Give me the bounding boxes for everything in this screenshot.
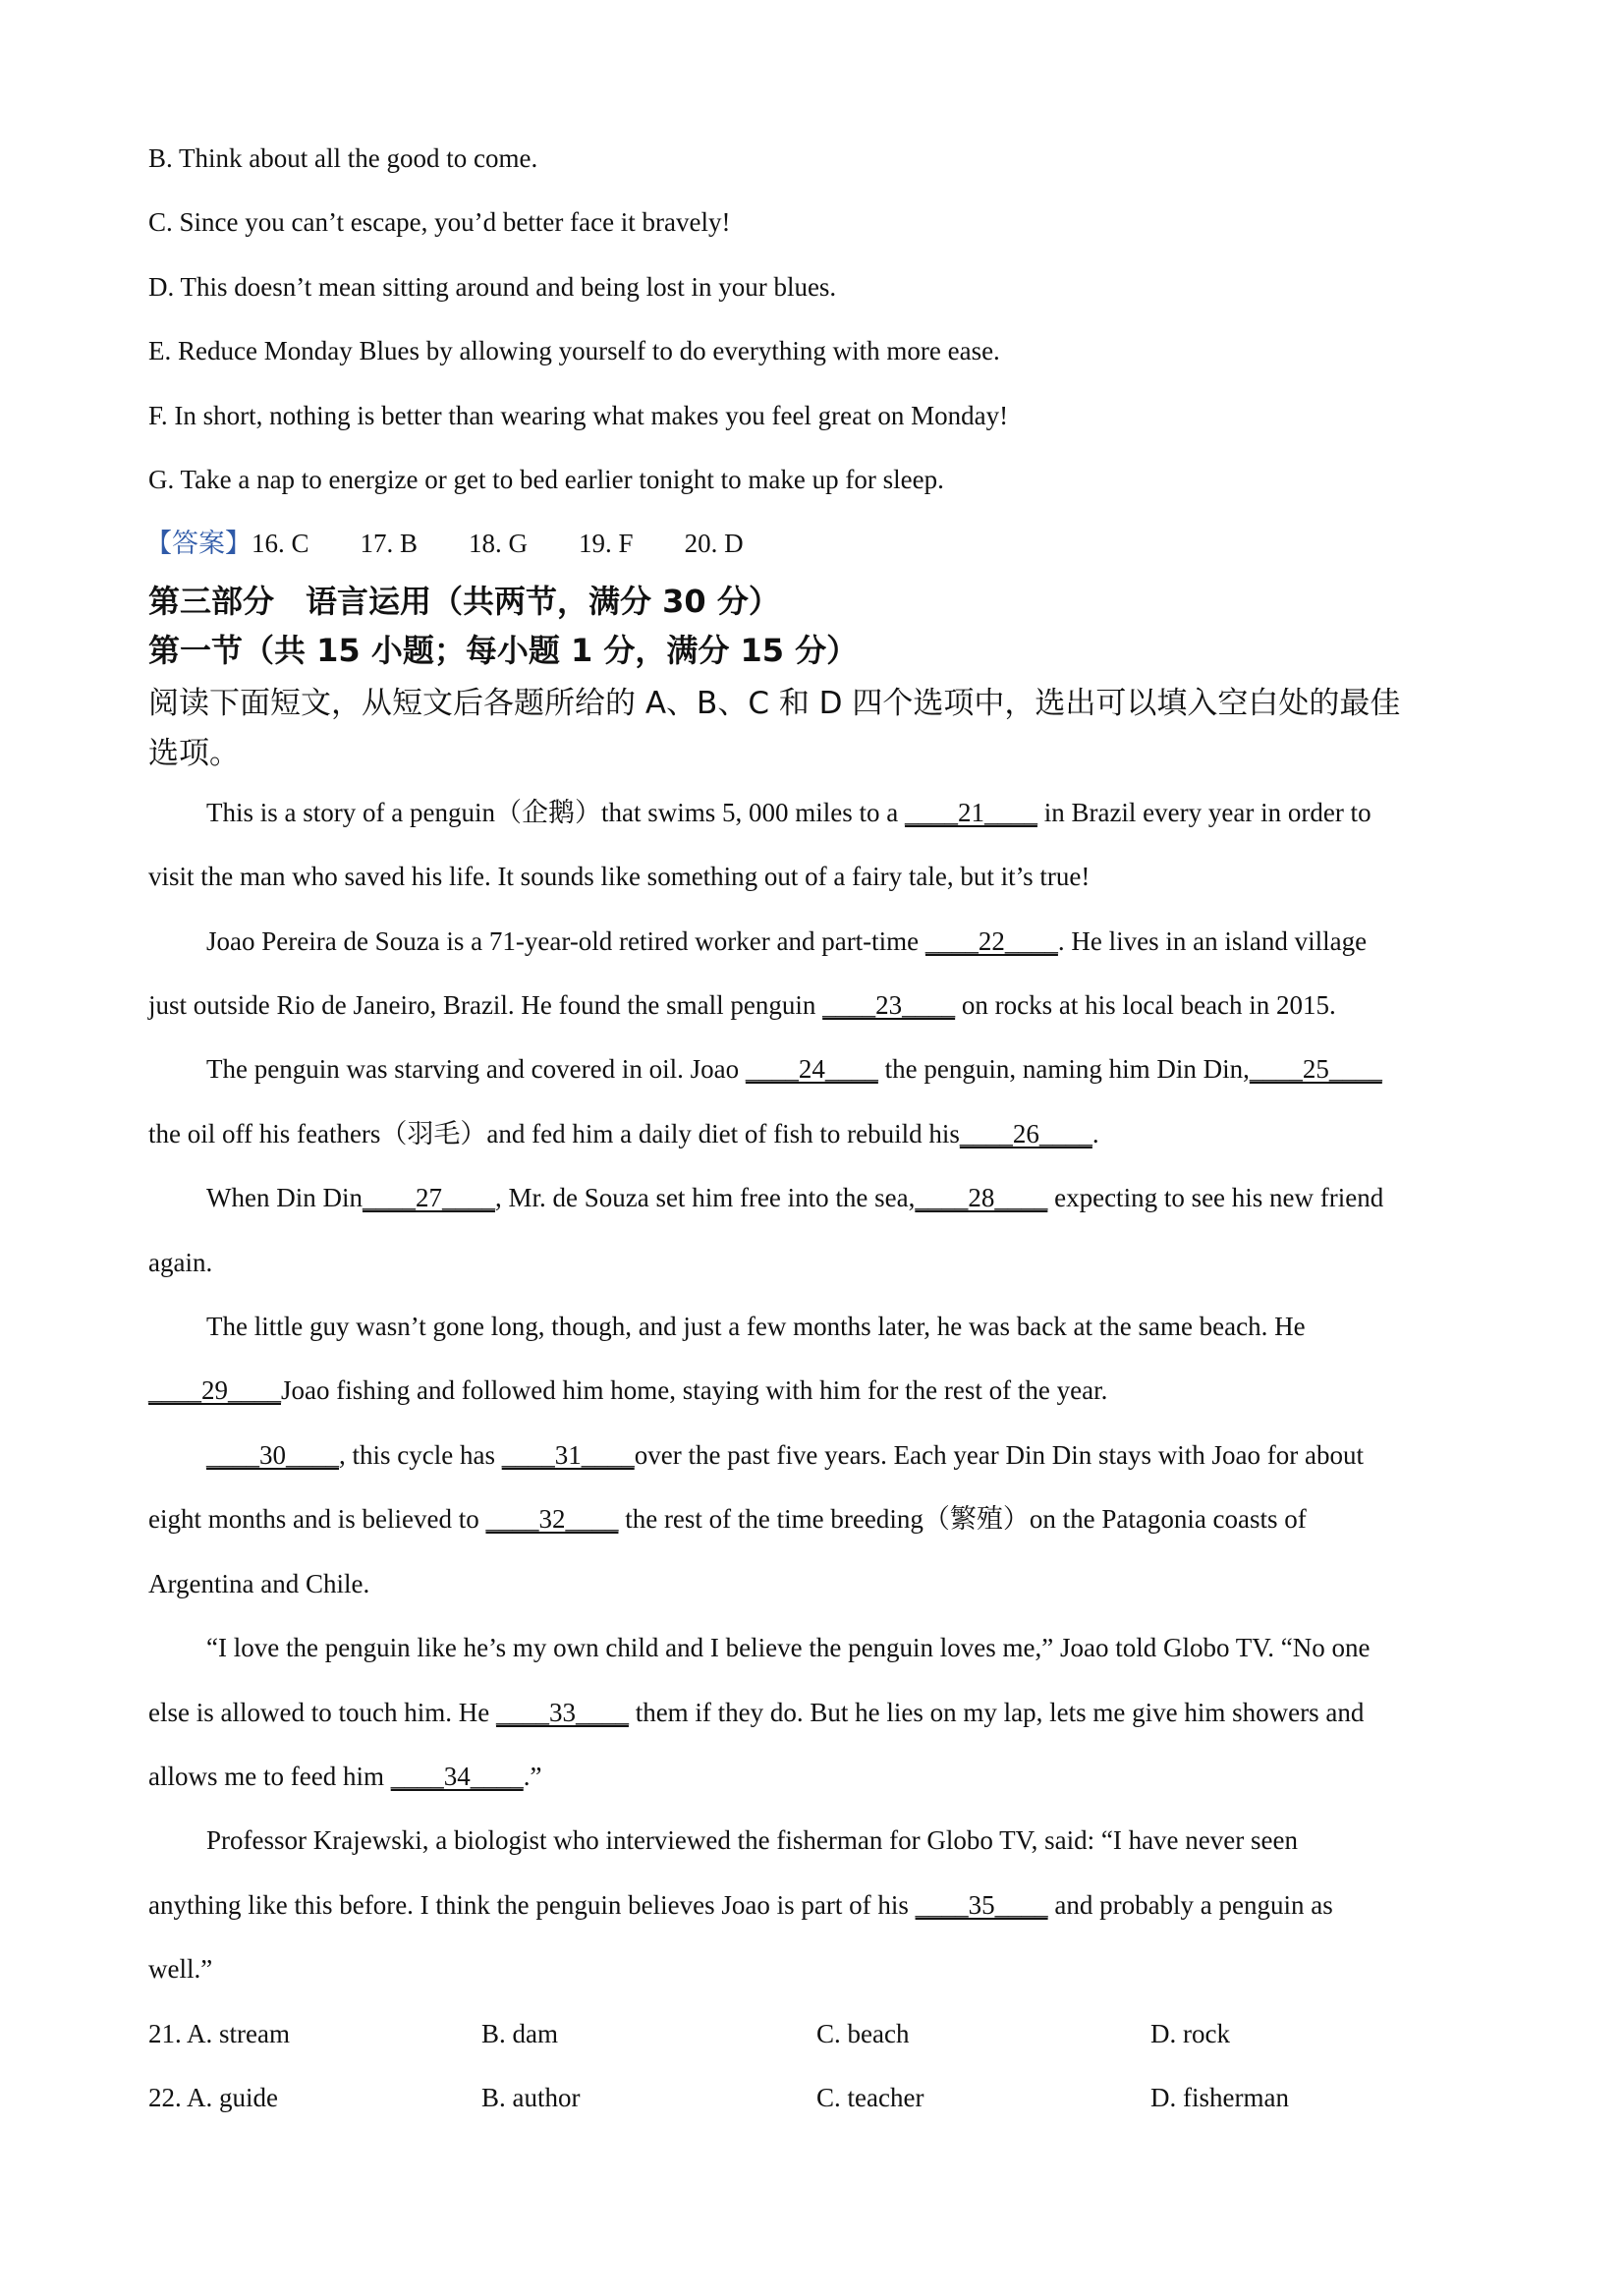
question-option-c: C. beach	[816, 2019, 910, 2048]
blank-29: ____29____	[148, 1375, 281, 1405]
blank-34: ____34____	[390, 1762, 524, 1791]
part-title: 第三部分 语言运用（共两节，满分 30 分）	[148, 583, 780, 620]
question-option-d: D. fisherman	[1150, 2083, 1289, 2112]
option-c-line: C. Since you can’t escape, you’d better face it bravely!	[148, 207, 731, 237]
question-option-b: B. author	[481, 2083, 581, 2112]
question-option-a: 21. A. stream	[148, 2019, 290, 2048]
passage-line: visit the man who saved his life. It sounds like something out of a fairy tale, but it’s true!	[148, 862, 1091, 891]
answer-item: 20. D	[684, 529, 744, 558]
passage-line: anything like this before. I think the penguin believes Joao is part of his ____35____ and probably a penguin as	[148, 1890, 1333, 1920]
passage-line: Joao Pereira de Souza is a 71-year-old retired worker and part-time ____22____. He lives in an island village	[206, 926, 1368, 956]
passage-line: the oil off his feathers（羽毛）and fed him a daily diet of fish to rebuild his____26____.	[148, 1119, 1099, 1148]
option-f-line: F. In short, nothing is better than wearing what makes you feel great on Monday!	[148, 401, 1009, 430]
passage-line: Argentina and Chile.	[148, 1569, 370, 1598]
instruction-line-2: 选项。	[148, 736, 240, 771]
question-option-b: B. dam	[481, 2019, 558, 2048]
option-b-line: B. Think about all the good to come.	[148, 143, 538, 173]
passage-line: ____29____Joao fishing and followed him home, staying with him for the rest of the year.	[148, 1375, 1108, 1405]
answer-line	[145, 524, 795, 563]
blank-30: ____30____	[206, 1440, 339, 1470]
blank-31: ____31____	[501, 1440, 635, 1470]
section-subtitle: 第一节（共 15 小题；每小题 1 分，满分 15 分）	[148, 632, 859, 669]
question-option-d: D. rock	[1150, 2019, 1230, 2048]
answer-item: 18. G	[469, 529, 529, 558]
option-e-line: E. Reduce Monday Blues by allowing yourself to do everything with more ease.	[148, 336, 1000, 365]
passage-line: The little guy wasn’t gone long, though, and just a few months later, he was back at the same beach. He	[206, 1312, 1306, 1341]
passage-line: allows me to feed him ____34____.”	[148, 1762, 542, 1791]
passage-line: else is allowed to touch him. He ____33____ them if they do. But he lies on my lap, lets me give him showers and	[148, 1698, 1365, 1727]
blank-32: ____32____	[485, 1504, 619, 1534]
option-g-line: G. Take a nap to energize or get to bed earlier tonight to make up for sleep.	[148, 465, 944, 494]
passage-line: When Din Din____27____, Mr. de Souza set him free into the sea,____28____ expecting to see his new friend	[206, 1183, 1384, 1212]
passage-line: well.”	[148, 1954, 213, 1984]
question-option-a: 22. A. guide	[148, 2083, 278, 2112]
question-option-c: C. teacher	[816, 2083, 924, 2112]
blank-26: ____26____	[959, 1119, 1092, 1148]
answer-item: 17. B	[360, 529, 419, 558]
option-d-line: D. This doesn’t mean sitting around and being lost in your blues.	[148, 272, 837, 302]
blank-27: ____27____	[362, 1183, 495, 1212]
passage-line: ____30____, this cycle has ____31____over the past five years. Each year Din Din stays with Joao for about	[206, 1440, 1364, 1470]
passage-line: just outside Rio de Janeiro, Brazil. He found the small penguin ____23____ on rocks at his local beach in 2015.	[148, 990, 1336, 1020]
answer-item: 16. C	[252, 529, 309, 558]
answer-item: 19. F	[579, 529, 634, 558]
passage-line: Professor Krajewski, a biologist who interviewed the fisherman for Globo TV, said: “I have never seen	[206, 1825, 1298, 1855]
passage-line: again.	[148, 1248, 213, 1277]
blank-24: ____24____	[745, 1054, 878, 1084]
blank-35: ____35____	[915, 1890, 1048, 1920]
passage-line: eight months and is believed to ____32____ the rest of the time breeding（繁殖）on the Patagonia coasts of	[148, 1504, 1307, 1534]
passage-line: “I love the penguin like he’s my own child and I believe the penguin loves me,” Joao told Globo TV. “No one	[206, 1633, 1371, 1662]
answer-label: 【答案】	[145, 529, 252, 558]
passage-line: This is a story of a penguin（企鹅）that swims 5, 000 miles to a ____21____ in Brazil every year in order to	[206, 798, 1371, 827]
blank-25: ____25____	[1249, 1054, 1382, 1084]
passage-line: The penguin was starving and covered in oil. Joao ____24____ the penguin, naming him Din Din,____25____	[206, 1054, 1382, 1084]
blank-28: ____28____	[915, 1183, 1048, 1212]
instruction-line-1: 阅读下面短文，从短文后各题所给的 A、B、C 和 D 四个选项中，选出可以填入空白处的最佳	[148, 686, 1401, 721]
blank-33: ____33____	[495, 1698, 629, 1727]
blank-23: ____23____	[822, 990, 956, 1020]
blank-21: ____21____	[904, 798, 1037, 827]
blank-22: ____22____	[924, 926, 1058, 956]
